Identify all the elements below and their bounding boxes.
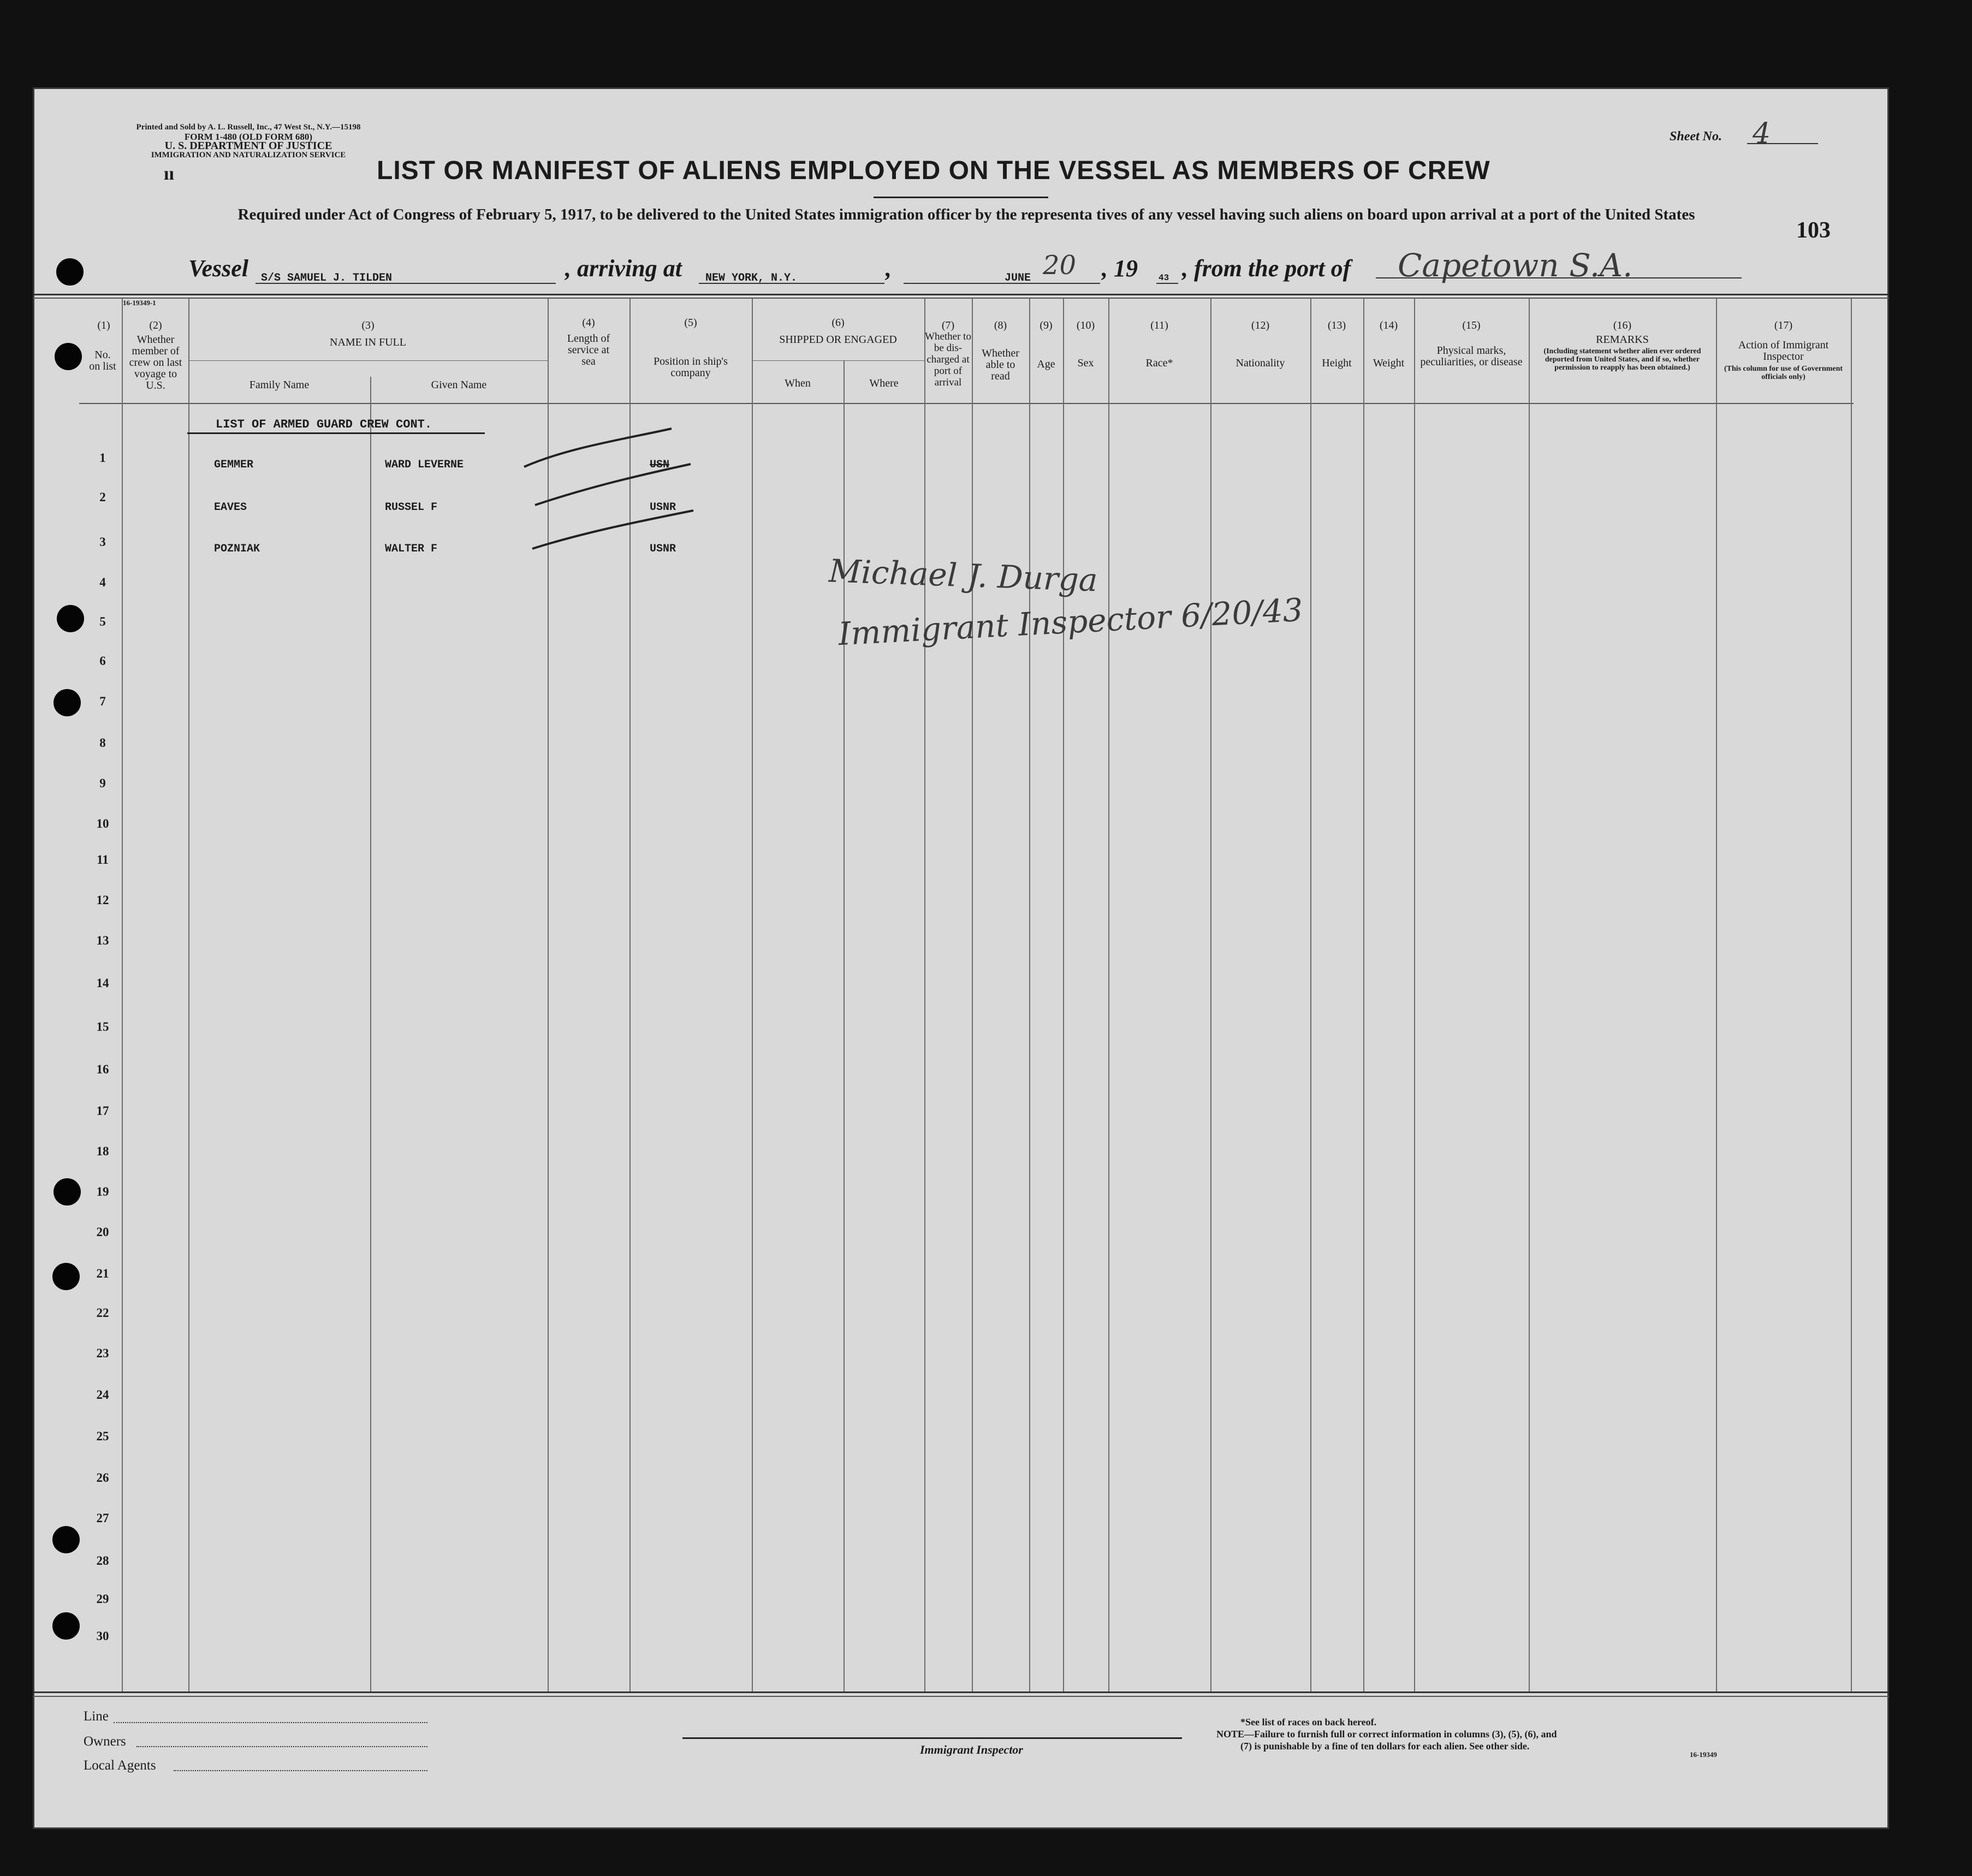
col10-header: Sex: [1077, 357, 1094, 369]
given-name-cell: WALTER F: [385, 543, 438, 555]
row-number: 6: [99, 654, 106, 668]
column-divider: [752, 299, 753, 1691]
col1-number: (1): [97, 319, 110, 331]
family-name-cell: GEMMER: [214, 459, 254, 471]
binder-hole: [54, 1178, 81, 1206]
from-port-line: [1376, 277, 1742, 278]
col13-number: (13): [1327, 319, 1346, 331]
margin-mark: ıı: [164, 164, 174, 184]
inspector-signature-date: Immigrant Inspector 6/20/43: [837, 591, 1304, 653]
binder-hole: [56, 258, 84, 286]
row-number: 3: [99, 535, 106, 549]
column-divider: [370, 377, 371, 1691]
sheet-number-line: [1747, 143, 1818, 144]
column-divider: [1108, 299, 1109, 1691]
page-title: LIST OR MANIFEST OF ALIENS EMPLOYED ON THE VESSEL AS MEMBERS OF CREW: [377, 156, 1490, 185]
printer-line: Printed and Sold by A. L. Russell, Inc., 47 West St., N.Y.—15198: [136, 123, 361, 132]
arriving-label: , arriving at: [565, 255, 682, 282]
footer-owners-rule: [136, 1746, 427, 1747]
vessel-name: S/S SAMUEL J. TILDEN: [261, 272, 393, 284]
row-number: 14: [96, 976, 109, 990]
given-name-cell: WARD LEVERNE: [385, 459, 464, 471]
form-code: 16-19349-1: [123, 299, 156, 307]
col6-number: (6): [831, 317, 845, 329]
col16-note: (Including statement whether alien ever ordered deported from United States, and if so, whether permission to reapply has been obtained.): [1543, 347, 1701, 372]
vessel-line: [256, 283, 556, 284]
binder-hole: [52, 1526, 80, 1553]
row-number: 28: [96, 1554, 109, 1568]
col9-header: Age: [1037, 358, 1055, 370]
footer-agents-rule: [174, 1770, 427, 1771]
row-number: 17: [96, 1104, 109, 1118]
row-number: 20: [96, 1225, 109, 1239]
footer-line-label: Line: [84, 1709, 109, 1724]
col11-number: (11): [1150, 319, 1168, 331]
column-divider: [1363, 299, 1364, 1691]
footer-note-races: *See list of races on back hereof.: [1240, 1717, 1377, 1727]
sheet-number-value: 4: [1753, 117, 1771, 150]
column-divider: [1716, 299, 1717, 1691]
column-divider: [122, 299, 123, 1691]
handwritten-strokes: [513, 415, 699, 557]
col11-header: Race*: [1145, 357, 1173, 369]
shipped-subheader-rule: [752, 360, 924, 361]
col2-header: Whether member of crew on last voyage to U.S.: [129, 334, 182, 391]
col5-header: Position in ship's company: [654, 355, 728, 379]
col15-number: (15): [1462, 319, 1481, 331]
position-cell: USNR: [650, 501, 676, 514]
column-divider: [1029, 299, 1030, 1691]
row-number: 11: [97, 853, 109, 866]
arrival-year: 43: [1159, 273, 1169, 283]
footer-note-penalty: NOTE—Failure to furnish full or correct information in columns (3), (5), (6), and: [1216, 1729, 1557, 1740]
footer-owners-label: Owners: [84, 1734, 126, 1749]
when-header: When: [785, 377, 811, 389]
row-number: 23: [96, 1346, 109, 1360]
row-number: 24: [96, 1388, 109, 1402]
from-port-label: , from the port of: [1182, 255, 1351, 282]
form-number: FORM 1-480 (OLD FORM 680): [184, 132, 313, 142]
row-number: 1: [99, 451, 106, 465]
given-name-cell: RUSSEL F: [385, 501, 438, 514]
year-line: [1156, 283, 1178, 284]
strike-stroke: [535, 464, 691, 505]
strike-stroke: [532, 510, 693, 549]
row-number: 7: [99, 694, 106, 708]
row-number: 18: [96, 1144, 109, 1158]
col4-header: Length of service at sea: [567, 333, 610, 367]
col14-header: Weight: [1373, 357, 1405, 369]
footer-inspector-label: Immigrant Inspector: [920, 1743, 1023, 1756]
sheet-number-label: Sheet No.: [1670, 129, 1722, 144]
binder-hole: [57, 605, 84, 632]
col7-header: Whether to be dis-charged at port of arrival: [925, 331, 971, 388]
col4-number: (4): [582, 317, 595, 329]
section-heading: LIST OF ARMED GUARD CREW CONT.: [216, 418, 432, 431]
col3-header: NAME IN FULL: [330, 336, 406, 348]
col8-number: (8): [994, 319, 1007, 331]
service: IMMIGRATION AND NATURALIZATION SERVICE: [151, 151, 346, 159]
row-number: 26: [96, 1471, 109, 1485]
arrival-day: 20: [1043, 250, 1077, 281]
arriving-line: [699, 283, 884, 284]
col10-number: (10): [1076, 319, 1095, 331]
row-number: 4: [99, 575, 106, 589]
printer-info: [96, 123, 401, 160]
col15-header: Physical marks, peculiarities, or disease: [1420, 345, 1523, 368]
footer-agents-label: Local Agents: [84, 1758, 156, 1773]
row-number: 10: [96, 817, 109, 830]
family-name-cell: EAVES: [214, 501, 247, 514]
row-number: 8: [99, 736, 106, 750]
row-number: 12: [96, 893, 109, 907]
column-divider: [1063, 299, 1064, 1691]
footer-form-code: 16-19349: [1690, 1750, 1717, 1759]
row-number: 30: [96, 1629, 109, 1643]
col2-number: (2): [149, 319, 162, 331]
arrival-month: JUNE: [1005, 272, 1031, 284]
row-number: 13: [96, 934, 109, 947]
col5-number: (5): [684, 317, 697, 329]
col17-number: (17): [1774, 319, 1793, 331]
row-number: 29: [96, 1592, 109, 1606]
col16-header: REMARKS: [1596, 334, 1649, 346]
col14-number: (14): [1379, 319, 1398, 331]
footer-note-penalty-cont: (7) is punishable by a fine of ten dollars for each alien. See other side.: [1240, 1741, 1530, 1752]
from-port-value: Capetown S.A.: [1398, 247, 1633, 284]
row-number: 2: [99, 490, 106, 504]
column-divider: [924, 299, 925, 1691]
date-line: [904, 283, 1100, 284]
strike-stroke: [524, 429, 672, 467]
col1-header: No. on list: [89, 349, 116, 372]
where-header: Where: [869, 377, 899, 389]
inspector-signature: Michael J. Durga: [828, 552, 1098, 599]
col8-header: Whether able to read: [982, 347, 1019, 382]
name-subheader-rule: [188, 360, 548, 361]
inspector-signature-line: [682, 1737, 1182, 1739]
col12-number: (12): [1251, 319, 1270, 331]
arriving-port: NEW YORK, N.Y.: [705, 272, 798, 284]
year-prefix: , 19: [1102, 255, 1138, 282]
row-number: 15: [96, 1020, 109, 1034]
col3-number: (3): [361, 319, 375, 331]
section-heading-rule: [187, 432, 485, 434]
row-number: 27: [96, 1511, 109, 1525]
table-bottom-rule: [33, 1691, 1889, 1693]
row-number: 22: [96, 1306, 109, 1320]
row-number: 5: [99, 615, 106, 628]
binder-hole: [54, 689, 81, 716]
col7-number: (7): [941, 319, 955, 331]
given-name-header: Given Name: [431, 379, 487, 391]
table-bottom-rule2: [33, 1696, 1889, 1697]
family-name-cell: POZNIAK: [214, 543, 260, 555]
position-cell: USNR: [650, 543, 676, 555]
col13-header: Height: [1322, 357, 1352, 369]
footer-line-rule: [114, 1722, 427, 1723]
col6-header: SHIPPED OR ENGAGED: [779, 334, 897, 346]
header-bottom-rule: [79, 403, 1854, 404]
table-top-rule2: [33, 298, 1889, 299]
binder-hole: [52, 1612, 80, 1640]
row-number: 19: [96, 1185, 109, 1198]
title-rule: [874, 197, 1048, 198]
binder-hole: [52, 1263, 80, 1290]
column-divider: [1210, 299, 1211, 1691]
column-divider: [1529, 299, 1530, 1691]
comma: ,: [886, 255, 892, 282]
column-divider: [188, 299, 189, 1691]
row-number: 9: [99, 776, 106, 790]
col17-header: Action of Immigrant Inspector: [1738, 339, 1829, 363]
department: U. S. DEPARTMENT OF JUSTICE: [164, 140, 332, 152]
column-divider: [1851, 299, 1852, 1691]
col12-header: Nationality: [1236, 357, 1285, 369]
col16-number: (16): [1613, 319, 1632, 331]
position-cell: USN: [650, 459, 670, 471]
row-number: 25: [96, 1429, 109, 1443]
page-number: 103: [1796, 218, 1831, 243]
family-name-header: Family Name: [249, 379, 310, 391]
col17-note: (This column for use of Government officials only): [1724, 365, 1843, 381]
column-divider: [1414, 299, 1415, 1691]
row-number: 21: [96, 1267, 109, 1280]
column-divider: [1310, 299, 1311, 1691]
table-top-rule: [33, 294, 1889, 295]
vessel-label: Vessel: [188, 255, 248, 282]
col9-number: (9): [1040, 319, 1053, 331]
row-number: 16: [96, 1062, 109, 1076]
page-subtitle: Required under Act of Congress of February 5, 1917, to be delivered to the United States immigration officer by the representa tives of any vessel having such aliens on board upon arrival at a port of the United States: [237, 206, 1695, 223]
binder-hole: [55, 343, 82, 370]
column-divider: [972, 299, 973, 1691]
